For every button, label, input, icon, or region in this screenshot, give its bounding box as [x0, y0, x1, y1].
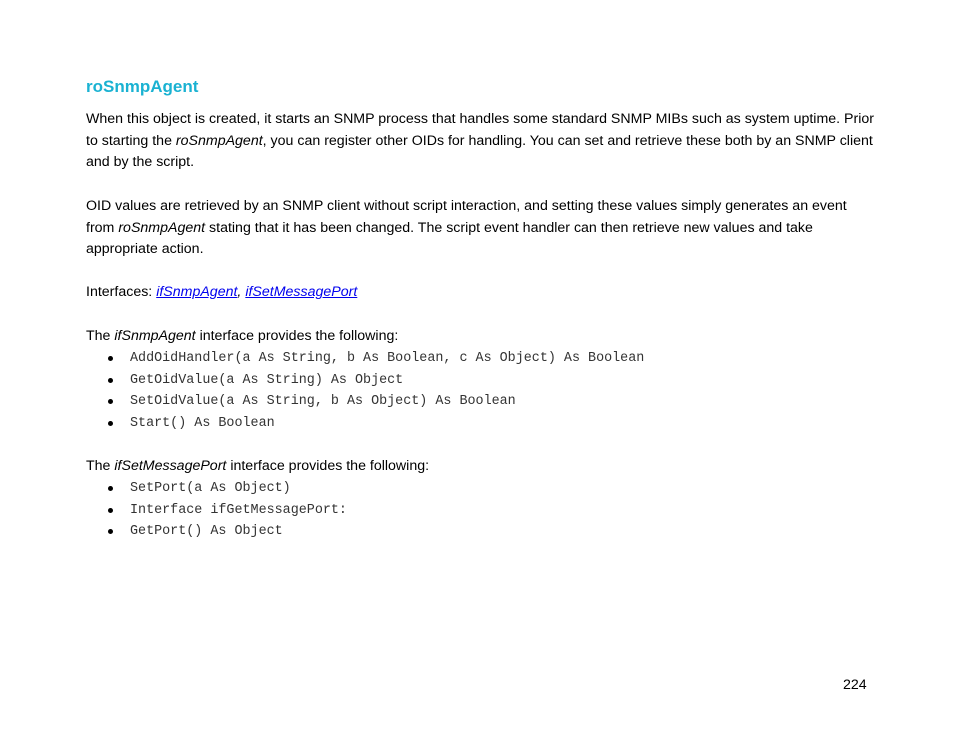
ifsnmpagent-link[interactable]: ifSnmpAgent — [156, 284, 238, 300]
oid-paragraph — [86, 196, 876, 261]
intro-text-1: When this object is created, it starts an SNMP process that handles some standard SNMP MIBs such as system uptime. Prior to starting the — [86, 111, 874, 149]
list-item — [86, 521, 347, 543]
bullet-icon — [108, 508, 113, 513]
interfaces-separator: , — [237, 284, 246, 300]
bullet-icon — [108, 529, 113, 534]
list-item — [86, 370, 644, 392]
intro-text-2: , you can register other OIDs for handling. You can set and retrieve these both by an SNMP client and by the script. — [86, 132, 873, 171]
interfaces-label: Interfaces: — [86, 284, 157, 300]
list-item — [86, 413, 644, 435]
list-item — [86, 391, 644, 413]
method-signature: SetPort(a As Object) — [130, 481, 291, 496]
ifsetmessageport-link[interactable]: ifSetMessagePort — [245, 284, 358, 300]
bullet-icon — [108, 356, 113, 361]
list-item — [86, 348, 644, 370]
ifsetmessageport-intro-prefix: The — [86, 458, 115, 474]
ifsnmpagent-intro-suffix: interface provides the following: — [195, 328, 399, 344]
oid-object-name: roSnmpAgent — [118, 219, 206, 236]
ifsetmessageport-intro-suffix: interface provides the following: — [226, 458, 430, 474]
oid-text-2: stating that it has been changed. The script event handler can then retrieve new values and take appropriate action. — [86, 219, 813, 258]
method-signature: Interface ifGetMessagePort: — [130, 502, 347, 518]
method-signature: GetPort() As Object — [130, 524, 283, 540]
bullet-icon — [108, 421, 113, 426]
list-item — [86, 478, 347, 500]
method-signature: Start() As Boolean — [130, 416, 275, 432]
bullet-icon — [108, 399, 113, 404]
ifsetmessageport-intro — [86, 456, 876, 478]
page-number: 224 — [843, 677, 867, 693]
method-signature: GetOidValue(a As String) As Object — [130, 372, 404, 388]
ifsnmpagent-intro — [86, 326, 876, 348]
ifsnmpagent-method-list — [86, 348, 644, 435]
bullet-icon — [108, 378, 113, 383]
section-heading: roSnmpAgent — [86, 77, 199, 96]
intro-paragraph — [86, 109, 876, 174]
interfaces-line — [86, 282, 876, 304]
list-item — [86, 500, 347, 522]
ifsnmpagent-intro-prefix: The — [86, 328, 115, 344]
ifsetmessageport-method-list — [86, 478, 347, 543]
ifsetmessageport-intro-name: ifSetMessagePort — [114, 458, 227, 474]
intro-object-name: roSnmpAgent — [175, 132, 263, 149]
method-signature: AddOidHandler(a As String, b As Boolean, c As Object) As Boolean — [130, 351, 645, 366]
bullet-icon — [108, 486, 113, 491]
method-signature: SetOidValue(a As String, b As Object) As Boolean — [130, 394, 516, 410]
oid-text-1: OID values are retrieved by an SNMP client without script interaction, and setting these values simply generates an event from — [86, 198, 847, 236]
ifsnmpagent-intro-name: ifSnmpAgent — [114, 328, 196, 344]
